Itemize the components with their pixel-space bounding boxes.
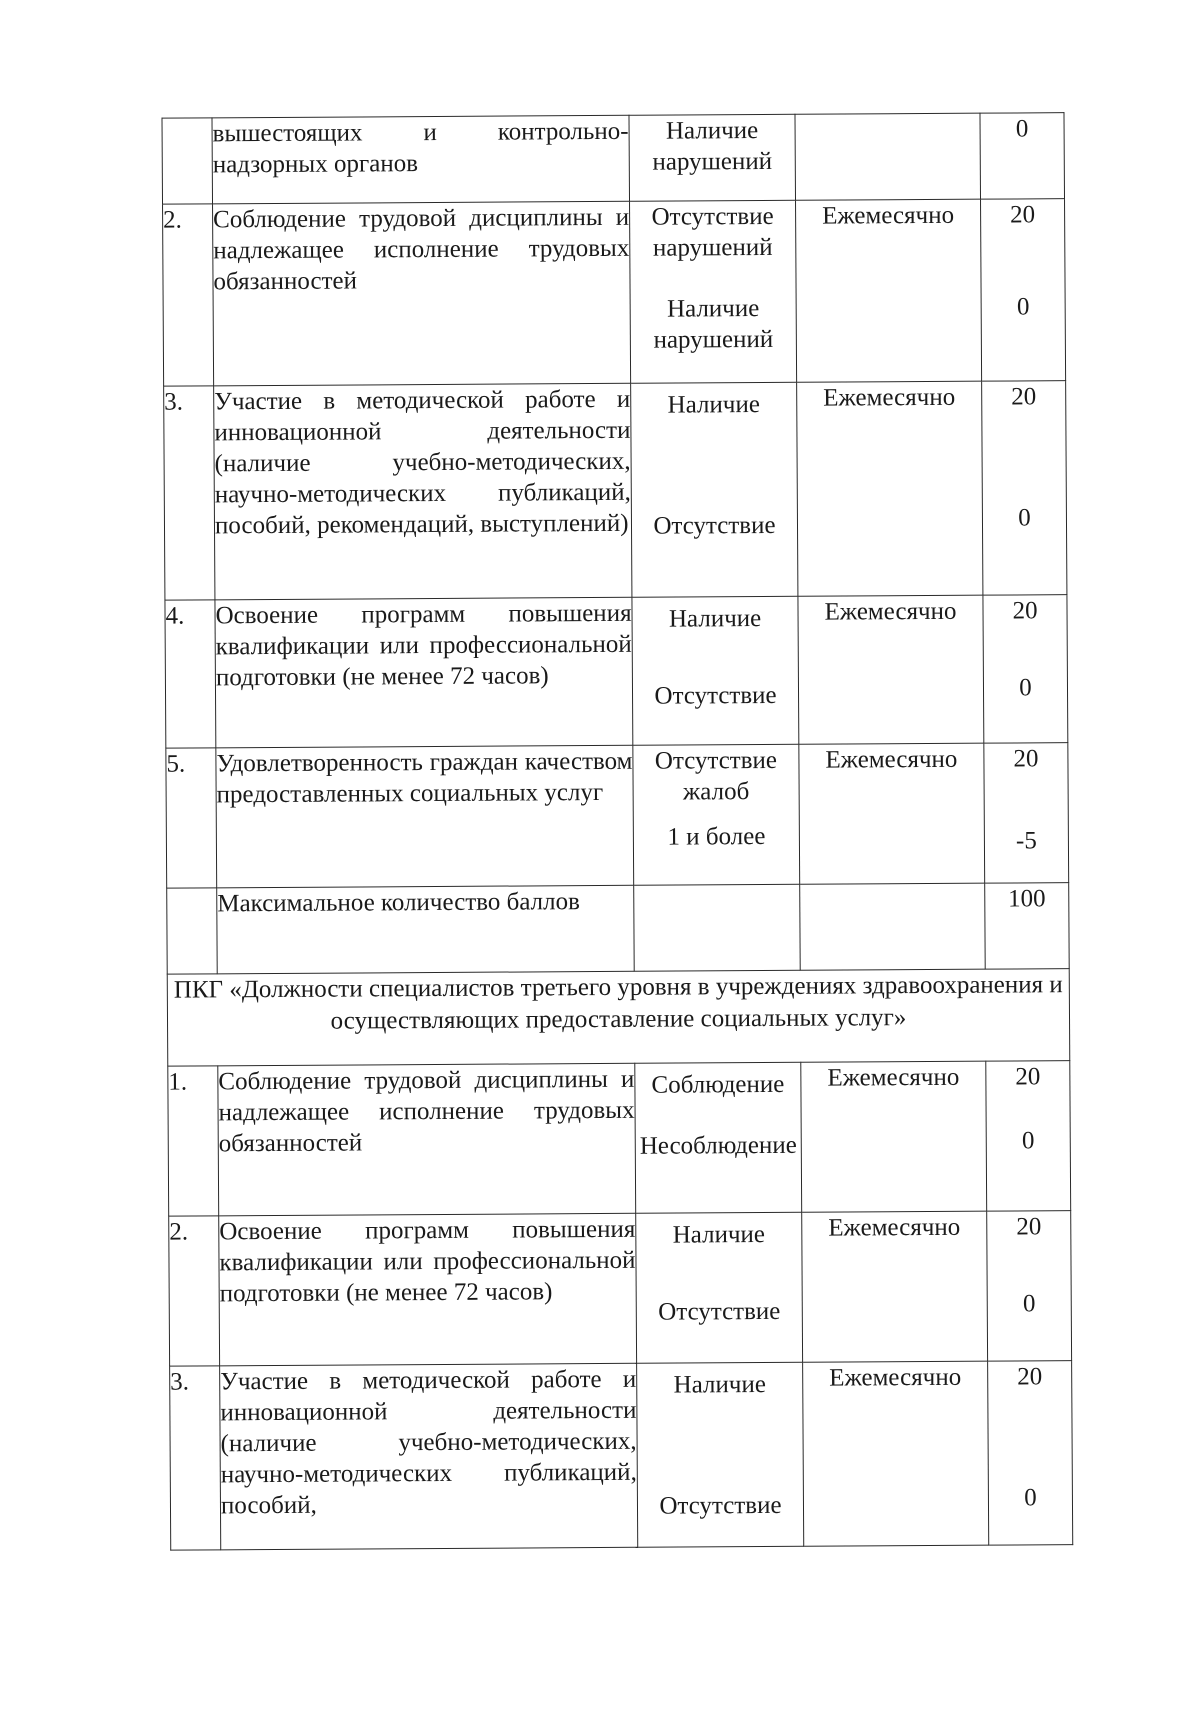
criterion-text: Максимальное количество баллов: [217, 885, 635, 974]
points-cell: [987, 1211, 1072, 1362]
criterion-text: Удовлетворенность граждан качеством предоставленных социальных услуг: [216, 745, 634, 888]
points-secondary: 0: [1024, 1484, 1037, 1512]
period-cell: Ежемесячно: [799, 743, 985, 884]
points-secondary: 0: [1018, 504, 1031, 532]
points-secondary: 0: [1021, 1127, 1035, 1155]
table-row: [169, 1211, 1072, 1367]
condition-cell: [630, 200, 797, 383]
section-title: ПКГ «Должности специалистов третьего уровня в учреждениях здравоохранения и осуществляющих предоставление социальных услуг»: [167, 969, 1070, 1067]
period-cell: [800, 883, 986, 970]
points-secondary: -5: [1015, 827, 1037, 855]
criterion-text: Соблюдение трудовой дисциплины и надлежащее исполнение трудовых обязанностей: [213, 201, 631, 386]
table-row: [170, 1361, 1073, 1551]
condition-primary: Наличие: [673, 1370, 766, 1399]
points-secondary: 0: [1022, 1290, 1036, 1318]
row-number: 2.: [169, 1216, 220, 1366]
points-primary: 20: [1010, 201, 1036, 229]
criterion-text: Участие в методической работе и инновационной деятельности (наличие учебно-методических, научно-методических публикаций, пособий,: [220, 1363, 638, 1550]
condition-cell: [629, 114, 796, 201]
row-number: [167, 888, 218, 974]
condition-cell: [631, 382, 798, 597]
points-cell: [988, 1361, 1073, 1546]
points-secondary: 0: [1019, 674, 1032, 702]
points-cell: [982, 381, 1067, 596]
condition-cell: [637, 1362, 804, 1547]
row-number: 5.: [166, 748, 217, 888]
criterion-text: Участие в методической работе и инновационной деятельности (наличие учебно-методических, научно-методических публикаций, пособий, рекомендаций, выступлений): [214, 383, 632, 600]
condition-secondary: Отсутствие: [659, 1491, 782, 1520]
table-row: [166, 743, 1069, 889]
table-row: [165, 595, 1068, 749]
table-row: [162, 113, 1065, 205]
condition-primary: Наличие: [667, 391, 760, 419]
points-cell: 100: [985, 883, 1070, 970]
condition-cell: [633, 744, 800, 885]
period-cell: Ежемесячно: [801, 1061, 987, 1212]
points-cell: [983, 595, 1068, 744]
table-row: [163, 199, 1066, 387]
period-cell: Ежемесячно: [798, 595, 984, 744]
condition-secondary: Несоблюдение: [639, 1131, 797, 1160]
row-number: 4.: [165, 600, 216, 748]
table-row: [167, 883, 1070, 975]
points-cell: [980, 113, 1065, 200]
period-cell: Ежемесячно: [803, 1361, 989, 1546]
condition-primary: Наличие: [672, 1220, 766, 1249]
row-number: 2.: [163, 204, 214, 386]
criterion-text: вышестоящих и контрольно-надзорных органов: [212, 115, 630, 204]
points-cell: [984, 743, 1069, 884]
points-primary: 0: [1015, 115, 1029, 143]
points-primary: 20: [1013, 745, 1039, 773]
period-cell: Ежемесячно: [797, 381, 983, 596]
table-row: [164, 381, 1067, 601]
row-number: 3.: [164, 386, 215, 600]
period-cell: Ежемесячно: [802, 1211, 988, 1362]
row-number: 1.: [168, 1066, 219, 1216]
condition-secondary: Отсутствие: [654, 681, 777, 710]
condition-primary: Отсутствие жалоб: [654, 746, 778, 806]
period-cell: [795, 113, 981, 200]
condition-secondary: Отсутствие: [658, 1297, 781, 1326]
condition-primary: Соблюдение: [651, 1070, 785, 1099]
points-primary: 20: [1011, 383, 1037, 411]
condition-secondary: Отсутствие: [653, 511, 776, 540]
points-cell: [986, 1061, 1071, 1212]
condition-secondary: Наличие нарушений: [653, 295, 774, 354]
criterion-text: Освоение программ повышения квалификации или профессиональной подготовки (не менее 72 часов): [215, 597, 633, 748]
condition-cell: [636, 1212, 803, 1363]
condition-primary: Наличие: [668, 605, 762, 633]
condition-primary: Отсутствие нарушений: [651, 202, 774, 262]
row-number: [162, 118, 213, 204]
points-primary: 20: [1015, 1063, 1041, 1091]
points-primary: 20: [1017, 1363, 1043, 1391]
table-row: [168, 1061, 1071, 1217]
condition-secondary: 1 и более: [667, 822, 766, 851]
points-cell: [981, 199, 1066, 382]
condition-cell: [635, 1062, 802, 1213]
points-secondary: 0: [1016, 293, 1030, 321]
condition-primary: Наличие нарушений: [652, 117, 773, 176]
section-row: [167, 969, 1070, 1067]
points-primary: 20: [1012, 597, 1038, 625]
period-cell: Ежемесячно: [796, 199, 982, 382]
criteria-table: [161, 112, 1073, 1550]
row-number: 3.: [170, 1366, 221, 1550]
condition-cell: [632, 596, 799, 745]
points-primary: 20: [1016, 1213, 1042, 1241]
criterion-text: Соблюдение трудовой дисциплины и надлежащее исполнение трудовых обязанностей: [218, 1063, 636, 1216]
condition-cell: [634, 884, 801, 971]
criterion-text: Освоение программ повышения квалификации или профессиональной подготовки (не менее 72 часов): [219, 1213, 637, 1366]
